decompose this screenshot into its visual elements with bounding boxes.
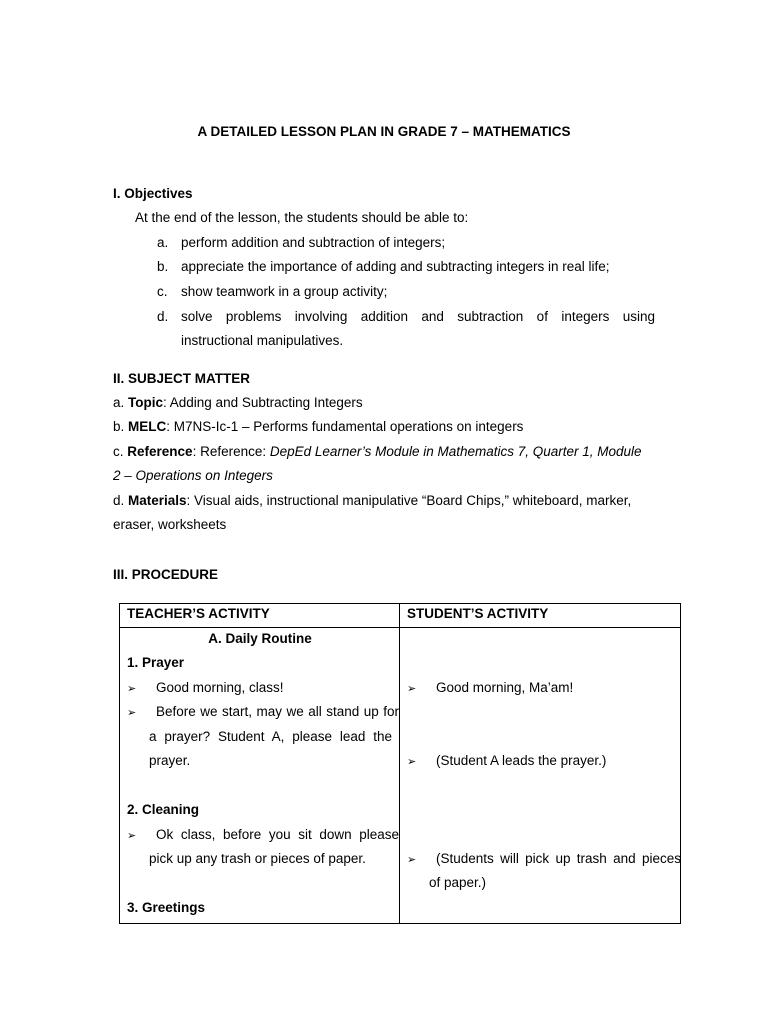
- objective-text: show teamwork in a group activity;: [181, 284, 388, 299]
- objective-text: solve problems involving addition and subtraction of integers using: [181, 309, 655, 324]
- procedure-table: [119, 603, 681, 924]
- teacher-line: Good morning, class!: [156, 680, 284, 695]
- student-line-continued: of paper.): [429, 875, 487, 890]
- topic-prefix: a.: [113, 395, 129, 410]
- teacher-bullet: [127, 703, 399, 722]
- table-row: [120, 628, 681, 924]
- reference-source-continued: 2 – Operations on Integers: [113, 468, 273, 483]
- topic-line: [113, 394, 363, 412]
- student-line: Good morning, Ma’am!: [436, 680, 574, 695]
- prayer-heading: 1. Prayer: [127, 655, 185, 670]
- topic-value: : Adding and Subtracting Integers: [163, 395, 363, 410]
- greetings-heading: 3. Greetings: [127, 900, 206, 915]
- student-line: (Student A leads the prayer.): [436, 753, 607, 768]
- melc-value: : M7NS-Ic-1 – Performs fundamental operations on integers: [166, 419, 524, 434]
- subject-matter-heading: II. SUBJECT MATTER: [113, 371, 251, 386]
- materials-label: Materials: [128, 493, 187, 508]
- student-activity-cell: [400, 628, 681, 924]
- teacher-line-2: a prayer? Student A, please lead the: [149, 729, 392, 744]
- teacher-line-continued: prayer.: [149, 753, 191, 768]
- objective-letter: c.: [157, 284, 168, 299]
- bullet-arrow-icon: ➢: [407, 756, 417, 768]
- reference-value: : Reference:: [192, 444, 270, 459]
- bullet-arrow-icon: ➢: [127, 830, 137, 842]
- bullet-arrow-icon: ➢: [407, 854, 417, 866]
- reference-label: Reference: [127, 444, 193, 459]
- melc-line: [113, 418, 523, 436]
- melc-prefix: b.: [113, 419, 129, 434]
- topic-label: Topic: [128, 395, 164, 410]
- teacher-bullet: [127, 679, 284, 698]
- procedure-heading: III. PROCEDURE: [113, 567, 219, 582]
- student-line: (Students will pick up trash and pieces: [436, 851, 681, 866]
- teacher-bullet: [127, 826, 399, 845]
- materials-prefix: d.: [113, 493, 129, 508]
- objectives-heading: I. Objectives: [113, 186, 193, 201]
- bullet-arrow-icon: ➢: [127, 707, 137, 719]
- objective-letter: a.: [157, 235, 169, 250]
- student-bullet: [407, 679, 574, 698]
- cleaning-heading: 2. Cleaning: [127, 802, 200, 817]
- teacher-line: Ok class, before you sit down please: [156, 827, 399, 842]
- objective-letter: b.: [157, 259, 169, 274]
- teacher-line-continued: pick up any trash or pieces of paper.: [149, 851, 366, 866]
- teacher-line-continued: [149, 728, 392, 746]
- reference-prefix: c.: [113, 444, 128, 459]
- objective-letter: d.: [157, 309, 169, 324]
- teacher-line: Before we start, may we all stand up for: [156, 704, 399, 719]
- document-title: A DETAILED LESSON PLAN IN GRADE 7 – MATHEMATICS: [197, 124, 571, 139]
- bullet-arrow-icon: ➢: [127, 683, 137, 695]
- bullet-arrow-icon: ➢: [407, 683, 417, 695]
- objectives-intro: At the end of the lesson, the students should be able to:: [135, 210, 469, 225]
- teacher-activity-cell: [120, 628, 400, 924]
- reference-line: [113, 443, 642, 461]
- student-activity-header: STUDENT’S ACTIVITY: [400, 604, 681, 628]
- objective-text: appreciate the importance of adding and subtracting integers in real life;: [181, 259, 610, 274]
- materials-continued: eraser, worksheets: [113, 517, 227, 532]
- student-bullet: [407, 850, 681, 869]
- objective-text: perform addition and subtraction of integers;: [181, 235, 446, 250]
- section-daily-routine: A. Daily Routine: [208, 631, 312, 646]
- student-bullet: [407, 752, 607, 771]
- table-header-row: [120, 604, 681, 628]
- melc-label: MELC: [128, 419, 167, 434]
- reference-source: DepEd Learner’s Module in Mathematics 7, Quarter 1, Module: [269, 444, 642, 459]
- teacher-activity-header: TEACHER’S ACTIVITY: [120, 604, 400, 628]
- materials-line: [113, 492, 631, 510]
- materials-value: : Visual aids, instructional manipulative “Board Chips,” whiteboard, marker,: [186, 493, 632, 508]
- objective-text-continued: instructional manipulatives.: [181, 333, 344, 348]
